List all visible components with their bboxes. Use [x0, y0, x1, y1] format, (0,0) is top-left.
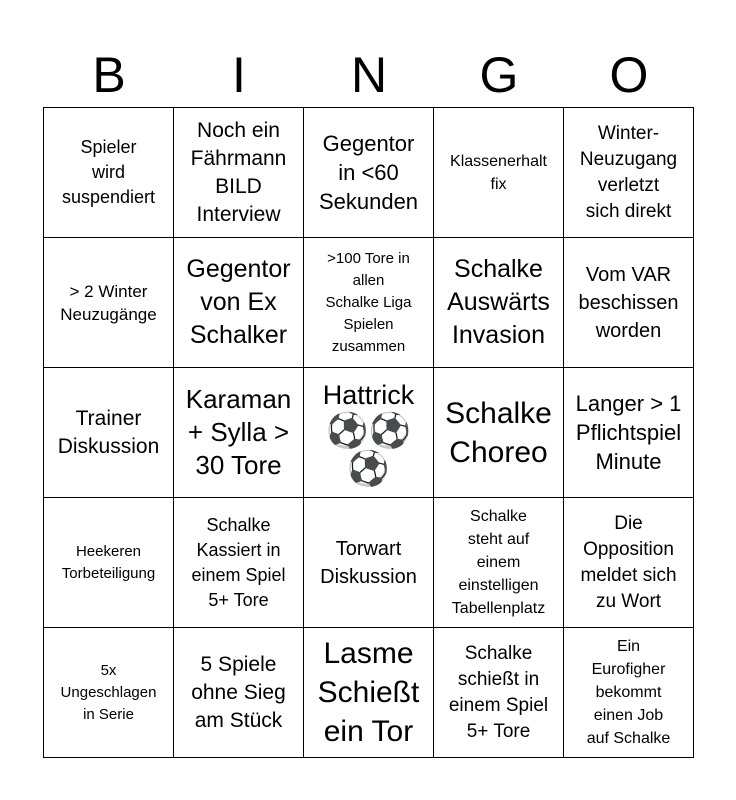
- bingo-header: [44, 44, 694, 106]
- cell-text: Ein Eurofigher bekommt einen Job auf Schalke: [586, 638, 671, 747]
- bingo-cell[interactable]: [44, 628, 174, 758]
- cell-text: Hattrick: [322, 379, 415, 410]
- bingo-cell[interactable]: [44, 108, 174, 238]
- cell-text: Gegentor in <60 Sekunden: [318, 131, 419, 214]
- cell-text: 5x Ungeschlagen in Serie: [60, 661, 157, 723]
- bingo-cell[interactable]: [174, 628, 304, 758]
- bingo-cell[interactable]: [564, 628, 694, 758]
- bingo-cell[interactable]: [304, 498, 434, 628]
- cell-text: Schalke Choreo: [445, 396, 552, 469]
- board-row: [44, 238, 694, 368]
- cell-text: Noch ein Fährmann BILD Interview: [190, 118, 287, 226]
- bingo-cell[interactable]: [564, 108, 694, 238]
- cell-text: Torwart Diskussion: [320, 537, 417, 588]
- bingo-cell[interactable]: [174, 238, 304, 368]
- board-row: [44, 108, 694, 238]
- bingo-cell[interactable]: [564, 368, 694, 498]
- bingo-cell[interactable]: [304, 238, 434, 368]
- cell-text: Spieler wird suspendiert: [61, 137, 156, 207]
- cell-text: 5 Spiele ohne Sieg am Stück: [191, 652, 286, 732]
- cell-text: Karaman + Sylla > 30 Tore: [185, 384, 292, 480]
- cell-text: Die Opposition meldet sich zu Wort: [580, 512, 677, 612]
- board-row: [44, 368, 694, 498]
- cell-text: Schalke steht auf einem einstelligen Tabellenplatz: [451, 508, 546, 617]
- bingo-cell[interactable]: [174, 368, 304, 498]
- bingo-cell[interactable]: [304, 108, 434, 238]
- cell-text: Schalke schießt in einem Spiel 5+ Tore: [448, 642, 549, 742]
- bingo-cell[interactable]: [434, 368, 564, 498]
- bingo-cell[interactable]: [174, 498, 304, 628]
- header-letter-n: N: [350, 47, 388, 103]
- cell-text: Langer > 1 Pflichtspiel Minute: [575, 391, 682, 474]
- header-letter-i: I: [232, 47, 246, 103]
- cell-text: Klassenerhalt fix: [450, 152, 547, 193]
- bingo-cell[interactable]: [44, 368, 174, 498]
- cell-text: Trainer Diskussion: [57, 406, 160, 458]
- bingo-cell[interactable]: [44, 498, 174, 628]
- bingo-cell[interactable]: [564, 498, 694, 628]
- cell-text: Lasme Schießt ein Tor: [317, 637, 420, 748]
- cell-text: > 2 Winter Neuzugänge: [60, 281, 157, 324]
- soccer-ball-icon: ⚽⚽ ⚽: [326, 411, 411, 488]
- bingo-cell[interactable]: [44, 238, 174, 368]
- bingo-cell[interactable]: [434, 238, 564, 368]
- cell-text: Vom VAR beschissen worden: [578, 263, 679, 342]
- header-letter-g: G: [479, 47, 519, 103]
- header-letter-b: B: [92, 47, 126, 103]
- bingo-cell[interactable]: [434, 498, 564, 628]
- cell-text: Schalke Auswärts Invasion: [447, 255, 550, 349]
- bingo-cell[interactable]: [434, 628, 564, 758]
- cell-text: Winter- Neuzugang verletzt sich direkt: [579, 122, 678, 222]
- header-letter-o: O: [609, 47, 649, 103]
- bingo-cell[interactable]: [304, 628, 434, 758]
- bingo-cell[interactable]: [174, 108, 304, 238]
- board-row: [44, 498, 694, 628]
- cell-text: Heekeren Torbeteiligung: [61, 542, 156, 582]
- cell-text: >100 Tore in allen Schalke Liga Spielen zusammen: [325, 249, 412, 355]
- bingo-cell[interactable]: [304, 368, 434, 498]
- bingo-cell[interactable]: [434, 108, 564, 238]
- cell-text: Schalke Kassiert in einem Spiel 5+ Tore: [191, 514, 286, 610]
- board-row: [44, 628, 694, 758]
- bingo-board: [43, 107, 694, 758]
- bingo-cell[interactable]: [564, 238, 694, 368]
- cell-text: Gegentor von Ex Schalker: [186, 255, 291, 349]
